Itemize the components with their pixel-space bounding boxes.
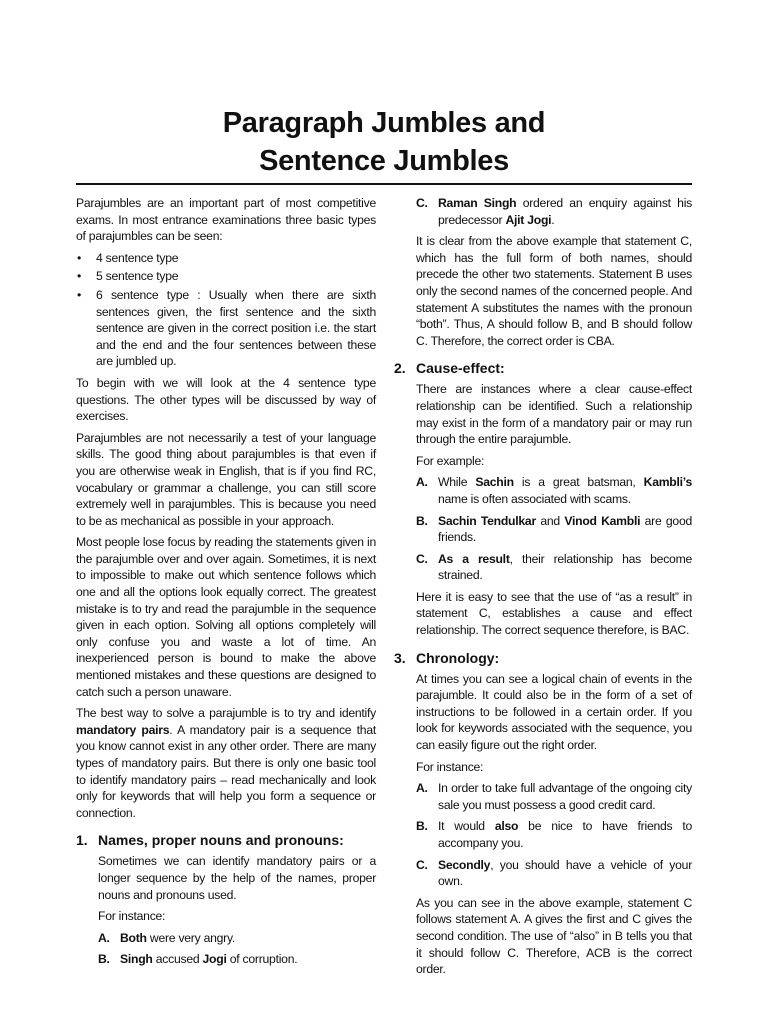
- paragraph: Most people lose focus by reading the statements given in the parajumble over and over again. Sometimes, it is next to impossible to make out which sentence follows which one and all the options look equally correct. The greatest mistake is to try and read the parajumble in the sequence given in each option. Solving all options completely will only confuse you and waste a lot of time. An inexperienced person is bound to make the above mentioned mistakes and these questions are designed to catch such a person unaware.: [76, 535, 376, 699]
- right-column: [394, 195, 692, 983]
- section-body: [76, 853, 376, 968]
- title-line-1: Paragraph Jumbles and: [222, 107, 546, 139]
- title-rule: [76, 183, 692, 185]
- paragraph: To begin with we will look at the 4 sentence type questions. The other types will be discussed by way of exercises.: [76, 375, 376, 424]
- paragraph: For instance:: [416, 759, 484, 774]
- paragraph: Sometimes we can identify mandatory pairs or a longer sequence by the help of the names, proper nouns and pronouns used.: [98, 854, 376, 902]
- section-body: [394, 671, 692, 978]
- example-statement: A. Both were very angry.: [98, 930, 236, 945]
- title-line-2: Sentence Jumbles: [259, 145, 509, 177]
- bullet-icon: •: [77, 287, 82, 302]
- list-item: • 6 sentence type : Usually when there are sixth sentences given, the first sentence and the sixth sentence are given in the correct position i.e. the start and the end and the four sentences between these are jumbled up.: [77, 287, 376, 369]
- section-heading: 3. Chronology:: [394, 649, 500, 666]
- paragraph: Parajumbles are not necessarily a test of your language skills. The good thing about parajumbles is that even if you are otherwise weak in English, that is if you find RC, vocabulary or grammar a challenge, you can still score extremely well in parajumbles. This is because you need to be as mechanical as possible in your approach.: [76, 430, 376, 528]
- section-number: 3.: [394, 649, 406, 666]
- section-body-continued: [394, 195, 692, 349]
- example-statement: C. Raman Singh ordered an enquiry against his predecessor Ajit Jogi.: [416, 196, 692, 227]
- example-statement: A. While Sachin is a great batsman, Kambli’s name is often associated with scams.: [416, 475, 692, 506]
- statement-label: A.: [416, 475, 428, 490]
- example-statement: B. It would also be nice to have friends to accompany you.: [416, 819, 693, 850]
- paragraph: The best way to solve a parajumble is to try and identify mandatory pairs. A mandatory pair is a sequence that you know cannot exist in any other order. There are many types of mandatory pairs. But there is only one basic tool to identify mandatory pairs – read mechanically and look only for keywords that will help you form a sequence or connection.: [76, 706, 376, 820]
- paragraph: It is clear from the above example that statement C, which has the full form of both names, should precede the other two statements. Statement B uses only the second names of the concerned people. And statement A substitutes the names with the pronoun “both”. Thus, A should follow B, and B should follow C. Therefore, the correct order is CBA.: [416, 234, 692, 348]
- statement-label: B.: [416, 819, 428, 834]
- example-statement: B. Sachin Tendulkar and Vinod Kambli are good friends.: [416, 513, 692, 545]
- left-column: [76, 195, 376, 973]
- emphasis: mandatory pairs: [76, 722, 170, 737]
- intro-paragraph: Parajumbles are an important part of most competitive exams. In most entrance examinations three basic types of parajumbles can be seen:: [76, 196, 376, 244]
- bullet-icon: •: [77, 269, 82, 284]
- list-item: • 5 sentence type: [77, 269, 179, 284]
- types-list: [76, 250, 376, 370]
- statement-label: B.: [98, 952, 110, 967]
- paragraph: At times you can see a logical chain of events in the parajumble. It could also be in the form of a set of instructions to be followed in a certain order. If you look for keywords associated with the sequence, you can easily figure out the right order.: [416, 671, 692, 753]
- paragraph: As you can see in the above example, statement C follows statement A. A gives the first and C gives the second condition. The use of “also” in B tells you that it should follow C. Therefore, ACB is the correct order.: [416, 895, 692, 977]
- statement-label: B.: [416, 513, 428, 528]
- section-heading: 1. Names, proper nouns and pronouns:: [76, 832, 344, 849]
- statement-label: C.: [416, 196, 428, 210]
- section-body: [394, 381, 692, 638]
- statement-label: A.: [416, 781, 428, 796]
- section-number: 2.: [394, 360, 406, 377]
- paragraph: For instance:: [98, 909, 166, 924]
- paragraph: For example:: [416, 453, 485, 468]
- paragraph: Here it is easy to see that the use of “as a result” in statement C, establishes a cause and effect relationship. The correct sequence therefore, is BAC.: [416, 589, 692, 638]
- statement-label: C.: [416, 857, 428, 872]
- bullet-icon: •: [77, 250, 82, 265]
- paragraph: There are instances where a clear cause-effect relationship can be identified. Such a relationship may exist in the form of a mandatory pair or may run through the entire parajumble.: [416, 382, 692, 447]
- list-item: • 4 sentence type: [77, 250, 179, 265]
- example-statement: C. As a result, their relationship has become strained.: [416, 551, 692, 583]
- example-statement: B. Singh accused Jogi of corruption.: [98, 952, 298, 967]
- example-statement: C. Secondly, you should have a vehicle of your own.: [416, 857, 692, 889]
- example-statement: A. In order to take full advantage of the ongoing city sale you must possess a good credit card.: [416, 781, 692, 812]
- section-number: 1.: [76, 832, 88, 849]
- page-title: [0, 104, 768, 180]
- section-heading: 2. Cause-effect:: [394, 360, 505, 377]
- statement-label: C.: [416, 551, 428, 566]
- statement-label: A.: [98, 930, 110, 945]
